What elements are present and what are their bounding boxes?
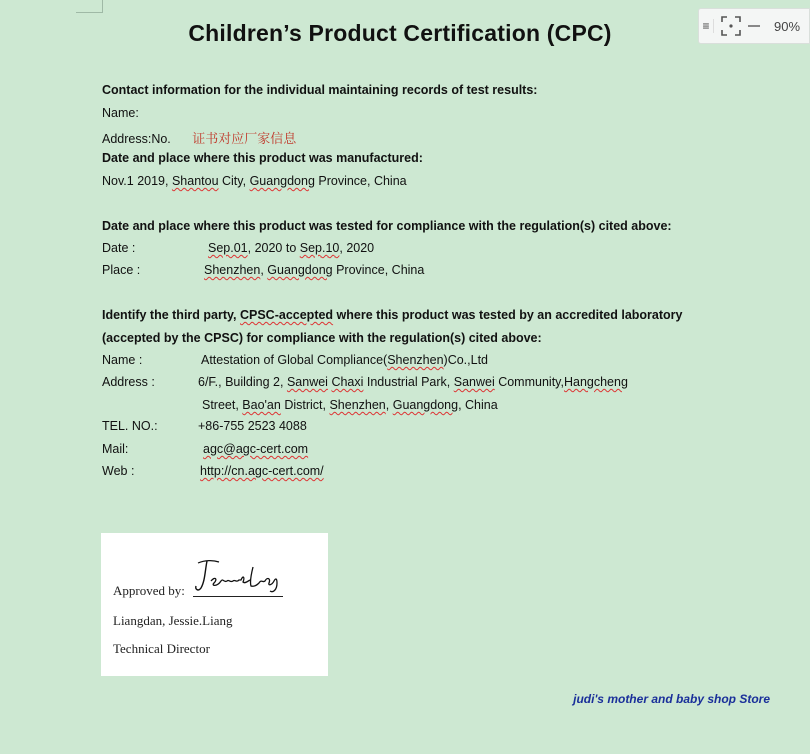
lab-address-sep: ,	[385, 398, 393, 412]
approved-by-label: Approved by:	[113, 583, 185, 598]
lab-address-line-2	[202, 398, 498, 412]
test-place-province: Guangdong	[267, 263, 333, 277]
address-value: 证书对应厂家信息	[192, 131, 297, 146]
manufactured-province-suffix: Province, China	[314, 174, 407, 188]
test-date-year: , 2020	[339, 241, 375, 255]
tested-heading: Date and place where this product was tested for compliance with the regulation(s) cited above:	[102, 219, 672, 233]
lab-address-guangdong: Guangdong	[392, 398, 459, 412]
lab-name-post: )Co.,Ltd	[443, 353, 488, 367]
menu-icon[interactable]: ≡	[699, 19, 714, 33]
lab-address-street: Street,	[202, 398, 243, 412]
lab-address-line-1	[198, 375, 628, 389]
address-label: Address:No.	[102, 132, 171, 146]
web-link[interactable]: http://cn.agc-cert.com/	[200, 464, 324, 478]
lab-address-sanwei: Sanwei	[286, 375, 328, 389]
signature-image	[193, 544, 283, 597]
name-label: Name:	[102, 106, 139, 120]
store-watermark: judi's mother and baby shop Store	[573, 692, 770, 706]
lab-heading-cpsc: CPSC-accepted	[239, 308, 334, 322]
test-place-label: Place :	[102, 263, 141, 277]
lab-address-community: Community,	[494, 375, 564, 389]
manufactured-city-suffix: City,	[218, 174, 250, 188]
test-place-rest: Province, China	[332, 263, 425, 277]
test-date-value	[208, 241, 374, 255]
mail-value[interactable]: agc@agc-cert.com	[203, 442, 309, 456]
test-place-sep: ,	[260, 263, 268, 277]
signer-name: Liangdan, Jessie.Liang	[113, 613, 233, 628]
manufactured-date: Nov.1 2019,	[102, 174, 172, 188]
test-date-start: Sep.01	[208, 241, 248, 255]
mail-label: Mail:	[102, 442, 129, 456]
lab-address-hangcheng: Hangcheng	[563, 375, 628, 389]
contact-heading: Contact information for the individual maintaining records of test results:	[102, 83, 538, 97]
web-label: Web :	[102, 464, 135, 478]
lab-name-city: Shenzhen	[387, 353, 444, 367]
tel-label: TEL. NO.:	[102, 419, 158, 433]
address-line	[102, 128, 296, 147]
tel-value: +86-755 2523 4088	[198, 419, 307, 433]
manufactured-city: Shantou	[171, 174, 219, 188]
lab-name-pre: Attestation of Global Compliance(	[201, 353, 388, 367]
lab-address-sanwei-2: Sanwei	[453, 375, 495, 389]
lab-address-baoan: Bao'an	[242, 398, 281, 412]
approval-stamp	[101, 533, 328, 676]
lab-heading-pre: Identify the third party,	[102, 308, 240, 322]
manufactured-value	[102, 174, 407, 188]
svg-text:Jessie.Liang: Jessie.Liang	[193, 544, 282, 561]
lab-heading-post: where this product was tested by an accredited laboratory	[333, 308, 683, 322]
signer-position: Technical Director	[113, 641, 210, 656]
signature-line	[193, 596, 283, 597]
lab-heading-line-1	[102, 308, 682, 322]
test-place-value	[204, 263, 424, 277]
test-date-middle: , 2020 to	[247, 241, 300, 255]
page-title: Children’s Product Certification (CPC)	[188, 20, 612, 46]
lab-address-china: , China	[458, 398, 498, 412]
lab-address-district: District,	[280, 398, 330, 412]
lab-heading-line-2: (accepted by the CPSC) for compliance with the regulation(s) cited above:	[102, 331, 542, 345]
lab-name-label: Name :	[102, 353, 143, 367]
lab-name-value	[201, 353, 488, 367]
manufactured-heading: Date and place where this product was manufactured:	[102, 151, 423, 165]
manufactured-province: Guangdong	[249, 174, 315, 188]
lab-address-chaxi: Chaxi	[331, 375, 364, 389]
test-place-city: Shenzhen	[204, 263, 261, 277]
lab-address-mid: Industrial Park,	[363, 375, 454, 389]
lab-address-pre: 6/F., Building 2,	[198, 375, 287, 389]
test-date-end: Sep.10	[299, 241, 340, 255]
page-corner-marker	[76, 0, 103, 13]
lab-address-shenzhen: Shenzhen	[329, 398, 386, 412]
test-date-label: Date :	[102, 241, 136, 255]
zoom-level[interactable]: 90%	[774, 18, 801, 34]
lab-address-label: Address :	[102, 375, 155, 389]
